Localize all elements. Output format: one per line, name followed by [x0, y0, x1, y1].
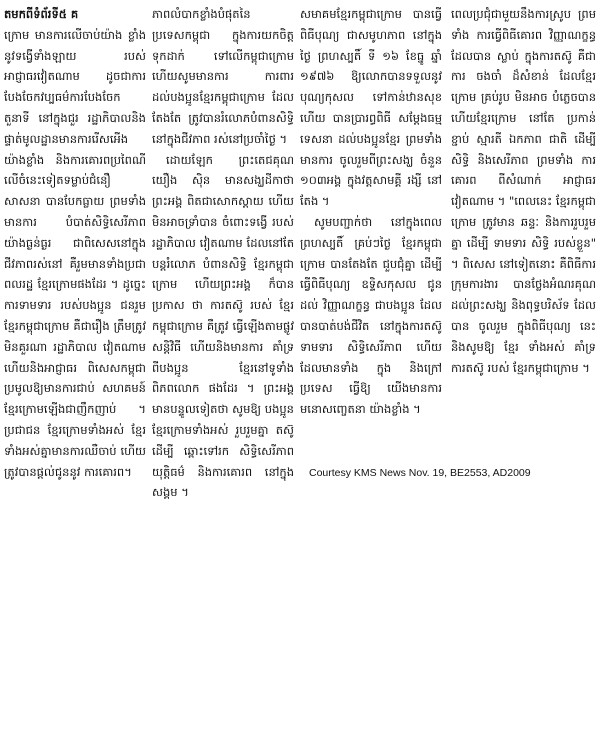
- paragraph: ដោយឡែក ព្រះតេជគុណ យឿង ស៊ិន មានសង្ឃដីកាថា ព្រះអង្គ ពិតជាសោកស្ដាយ ហើយមិនអាចទ្រាំបាន ចំពោះទង្វើ របស់រដ្ឋាភិបាល វៀតណាម ដែលនៅតែ បន្តរំលោភ បំពានសិទ្ធិ ខ្មែរកម្ពុជាក្រោម ហើយព្រះអង្គ ក៏បានប្រកាស ថា ការតស៊ូ របស់ ខ្មែរកម្ពុជាក្រោម គឺត្រូវ ធ្វើឡើងតាមផ្លូវ សន្តិវិធី ហើយនិងមានការ គាំទ្រ ពីបងប្អូន ខ្មែរនៅទូទាំង ពិភពលោក ផងដែរ ។ ព្រះអង្គ មានបន្ទូលទៀតថា សូមឱ្យ បងប្អូនខ្មែរក្រោមទាំងអស់ រួបរួមគ្នា តស៊ូ ដើម្បី ឆ្ពោះទៅរក សិទ្ធិសេរីភាព យុត្តិធម៌ និងការគោរព នៅក្នុងសង្គម ។: [152, 152, 294, 500]
- article-column-3: [300, 4, 442, 460]
- paragraph: ក្រោម មានការលើចាប់យ៉ាង ខ្លាំង នូវទង្វើទាំងឡាយ របស់ អាជ្ញាធរវៀតណាម ដូចជាការ បែងចែកវប្បធម៌ការបែងចែក តួនាទី នៅក្នុងជួរ រដ្ឋាភិបាលនិង ផ្ទាត់មូលដ្ឋានមានការរើសអើង យ៉ាងខ្លាំង និងការគោរពប្រពៃណី លើចំនេះទៀតទម្លាប់ជំនឿសាសនា បានបែកធ្លាយ ព្រមទាំងមានការ បំបាត់សិទ្ធិសេរីភាព យ៉ាងធ្ងន់ធ្ងរ ជាពិសេសនៅក្នុងជីវភាពរស់នៅ គឺរួមមានទាំងប្រជាពលរដ្ឋ ខ្មែរក្រោមផងដែរ ។ ដូច្នេះ ការទាមទារ របស់បងប្អូន ជនរួមខ្មែរកម្ពុជាក្រោម គឺជារឿង ត្រឹមត្រូវ មិនគួរណា រដ្ឋាភិបាល វៀតណាម ហើយនិងអាជ្ញាធរ ពិសេសកម្ពុជា ប្រមូលឱ្យមានការជាប់ សហគមន៍ខ្មែរក្រោមឡើងជាញឹកញាប់ ។ ប្រជាជន ខ្មែរក្រោមទាំងអស់ ខ្មែរទាំងអស់គ្នាមានការឈឺចាប់ ហើយ ត្រូវបានផ្ដល់ជូននូវ ការគោរព។: [4, 27, 146, 479]
- article-column-4: [451, 4, 596, 460]
- paragraph: ពេលប្រជុំជាមួយនឹងការស្រូប ព្រមទាំង ការធ្វើពិធីគោរព វិញ្ញាណក្ខន្ធ ដែលបាន ស្លាប់ ក្នុងការតស៊ូ គឺជាការ ចងចាំ ដ៏សំខាន់ ដែលខ្មែរក្រោម គ្រប់រូប មិនអាច បំភ្លេចបាន ហើយខ្មែរក្រោម នៅតែ ប្រកាន់ខ្ជាប់ ស្មារតី ឯកភាព ជាតិ ដើម្បីសិទ្ធិ និងសេរីភាព ព្រមទាំង ការគោរព ពីសំណាក់ អាជ្ញាធរ វៀតណាម ។ "ពេលនេះ ខ្មែរកម្ពុជាក្រោម ត្រូវមាន ឆន្ទៈ និងការរួបរួម គ្នា ដើម្បី ទាមទារ សិទ្ធិ របស់ខ្លួន" ។ ពិសេស នៅទៀតនោះ គឺពិធីការ ក្រុមការងារ បានថ្លែងអំណរគុណ ដល់ព្រះសង្ឃ និងពុទ្ធបរិស័ទ ដែលបាន ចូលរួម ក្នុងពិធីបុណ្យ នេះ និងសូមឱ្យ ខ្មែរ ទាំងអស់ គាំទ្រ ការតស៊ូ របស់ ខ្មែរកម្ពុជាក្រោម ។: [451, 7, 596, 375]
- paragraph: សូមបញ្ជាក់ថា នៅក្នុងពេល ព្រហស្បតិ៍ គ្រប់ៗថ្ងៃ ខ្មែរកម្ពុជាក្រោម បានតែងតែ ជួបជុំគ្នា ដើម្បី ធ្វើពិធីបុណ្យ ឧទ្ទិសកុសល ជូនដល់ វិញ្ញាណក្ខន្ធ ជាបងប្អូន ដែលបានបាត់បង់ជីវិត នៅក្នុងការតស៊ូ ទាមទារ សិទ្ធិសេរីភាព ហើយ ដែលមានទាំង ក្នុង និងក្រៅ ប្រទេស ធ្វើឱ្យ យើងមានការ មនោសញ្ចេតនា យ៉ាងខ្លាំង ។: [300, 214, 442, 417]
- source-credit: Courtesy KMS News Nov. 19, BE2553, AD2009: [309, 467, 531, 479]
- paragraph: សមាគមខ្មែរកម្ពុជាក្រោម បានធ្វើពិធីបុណ្យ ជាសមូហភាព នៅក្នុងថ្ងៃ ព្រហស្បតិ៍ ទី ១៦ ខែធ្នូ ឆ្នាំ ១៩៧៦ ឱ្យលោកបានទទួលនូវ បុណ្យកុសល ទៅកាន់ឋានសុខ ហើយ បានប្រារព្ធពិធី សម្ដែងធម្មទេសនា ដល់បងប្អូនខ្មែរ ព្រមទាំងមានការ ចូលរួមពីព្រះសង្ឃ ចំនួន ១០៣អង្គ ក្នុងវត្តសាមគ្គី រង្សី នៅតែង ។: [300, 7, 442, 209]
- continuation-heading: តមកពីទំព័រទី៥ គ: [4, 7, 79, 21]
- article-column-2: [152, 4, 294, 729]
- article-column-1: [4, 4, 146, 729]
- paragraph: ភាពលំបាកខ្លាំងបំផុតនៃ ប្រទេសកម្ពុជា ក្នុងការយកចិត្តទុកដាក់ ទៅលើកម្ពុជាក្រោម ហើយសូមមានការ ការពារ ដល់បងប្អូនខ្មែរកម្ពុជាក្រោម ដែលតែងតែ ត្រូវបានរំលោភបំពានសិទ្ធិ នៅក្នុងជីវភាព រស់នៅប្រចាំថ្ងៃ ។: [152, 7, 294, 146]
